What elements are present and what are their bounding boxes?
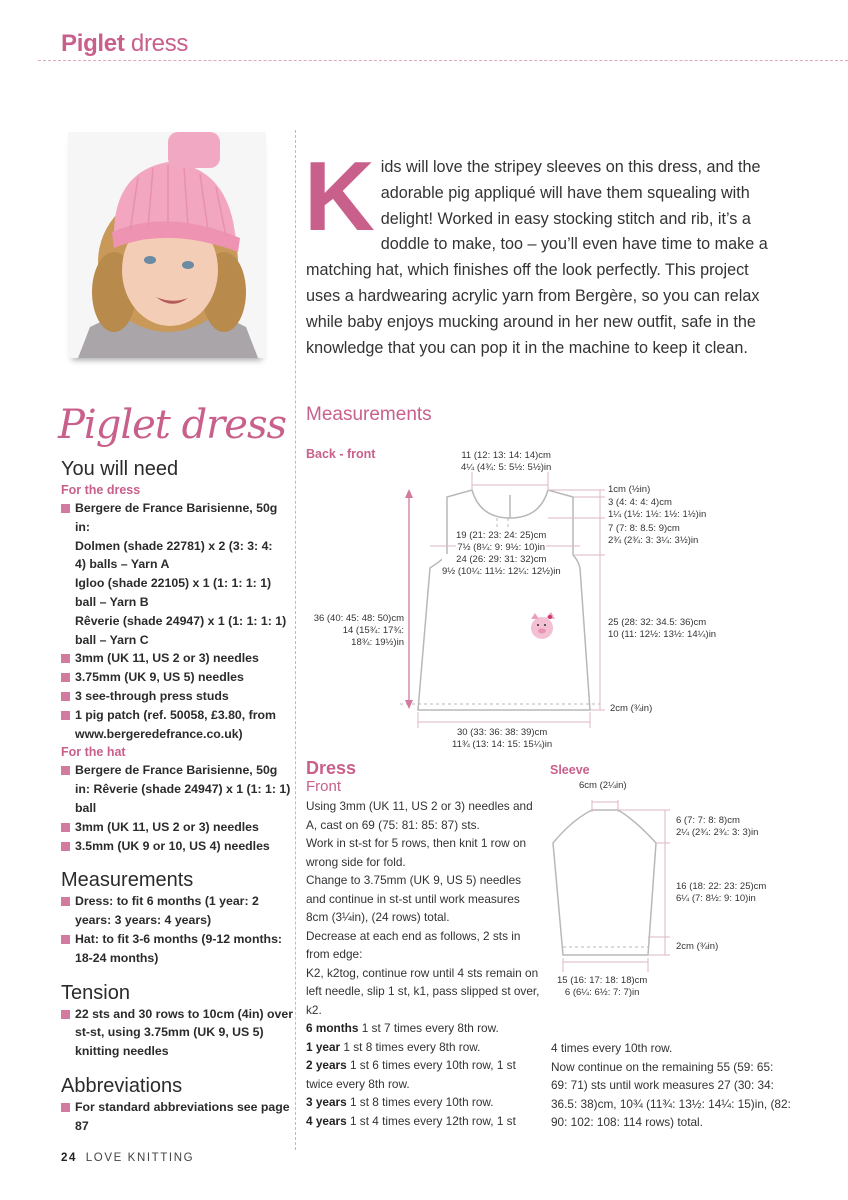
dim-cm: 25 (28: 32: 34.5: 36)cm (608, 617, 707, 628)
yarn-line: Rêverie (shade 24947) x 1 (1: 1: 1: 1) (75, 613, 287, 628)
yarn-line: Igloo (shade 22105) x 1 (1: 1: 1: 1) (75, 576, 272, 591)
length-arrow (405, 489, 413, 709)
script-title: Piglet dress (58, 402, 287, 448)
neck-depth-label (608, 497, 706, 521)
dim-cm: 6cm (2¼in) (579, 780, 627, 791)
size-instruction (306, 1112, 542, 1131)
list-item-text: 3mm (UK 11, US 2 or 3) needles (75, 651, 259, 666)
measurements-diagram-heading: Measurements (306, 404, 432, 425)
sleeve-bottom-width-label (557, 975, 647, 999)
size-label: 6 months (306, 1021, 359, 1035)
front-instructions (306, 797, 542, 1130)
dim-in: 18¾: 19½)in (351, 637, 404, 648)
dim-cm: 30 (33: 36: 38: 39)cm (456, 727, 548, 738)
dim-in: 10 (11: 12½: 13½: 14¼)in (608, 629, 717, 640)
dim-cm: 3 (4: 4: 4: 4)cm (608, 497, 672, 508)
instruction-paragraph: Now continue on the remaining 55 (59: 65: 69: 71) sts until work measures 27 (30: 34: 36.5: 38)cm, 10¾ (11¾: 13½: 14¼: 15)in, (82: 90: 102: 108: 114 rows) total. (551, 1059, 791, 1129)
instruction-paragraph: Work in st-st for 5 rows, then knit 1 row on wrong side for fold. (306, 836, 527, 869)
sleeve-label: Sleeve (550, 763, 590, 777)
instruction-paragraph: 4 times every 10th row. (551, 1041, 673, 1055)
dim-in: 7½ (8¼: 9: 9½: 10)in (457, 542, 545, 553)
list-item-text: 3mm (UK 11, US 2 or 3) needles (75, 819, 259, 834)
side-label (608, 617, 716, 641)
list-item-text: For standard abbreviations see page 87 (75, 1099, 290, 1133)
dim-cm: 7 (7: 8: 8.5: 9)cm (608, 523, 680, 534)
chest-upper-label (456, 530, 546, 554)
size-instruction (306, 1056, 542, 1093)
you-will-need-heading: You will need (61, 458, 179, 480)
size-text: 1 st 8 times every 10th row. (346, 1095, 494, 1109)
for-the-hat-label: For the hat (61, 745, 126, 760)
sleeve-dimension-lines (563, 800, 670, 972)
hem-label (610, 703, 652, 715)
for-the-dress-label: For the dress (61, 483, 141, 497)
dress-dimension-lines (418, 472, 605, 728)
drop-cap: K (304, 141, 375, 251)
size-label: 3 years (306, 1095, 347, 1109)
dim-cm: 36 (40: 45: 48: 50)cm (313, 613, 404, 624)
yarn-line: ball – Yarn B (75, 594, 149, 609)
list-item-text: Hat: to fit 3-6 months (9-12 months: 18-24 months) (75, 931, 282, 965)
intro-text: ids will love the stripey sleeves on this dress, and the adorable pig appliqué will have them squealing with delight! Worked in easy stocking stitch and rib, it’s a doddle to make, too – you’ll even have time to make a matching hat, which finishes off the look perfectly. This project uses a hardwearing acrylic yarn from Bergère, so you can relax while baby enjoys mucking around in her new outfit, safe in the knowledge that you can pop it in the machine to keep it clean. (306, 158, 768, 357)
front-instructions-continued (551, 1039, 791, 1132)
size-label: 2 years (306, 1058, 347, 1072)
arrow-up-icon (405, 489, 413, 498)
list-item-text: Bergere de France Barisienne, 50g in: Rêverie (shade 24947) x 1 (1: 1: 1) ball (75, 763, 291, 815)
size-text: 1 st 7 times every 8th row. (358, 1021, 499, 1035)
front-subheading: Front (306, 778, 342, 795)
list-item-text: 3 see-through press studs (75, 688, 229, 703)
dim-in: 14 (15¾: 17¾: (342, 625, 404, 636)
list-item-text: 3.75mm (UK 9, US 5) needles (75, 670, 244, 685)
page-title-light: dress (130, 30, 189, 57)
neck-width-label (461, 450, 551, 474)
abbreviations-heading: Abbreviations (61, 1074, 183, 1097)
dim-cm: 1cm (½in) (608, 484, 651, 495)
dim-in: 11¾ (13: 14: 15: 15¼)in (452, 739, 553, 750)
dim-cm: 2cm (¾in) (676, 941, 719, 952)
page-title-bold: Piglet (61, 30, 125, 57)
back-front-label: Back - front (306, 447, 376, 461)
instruction-paragraph: Change to 3.75mm (UK 9, US 5) needles and continue in st-st until work measures 8cm (3¼in), (24 rows) total. (306, 873, 522, 924)
armhole-label (608, 523, 698, 547)
sleeve-cap-label (676, 815, 758, 839)
size-instruction (306, 1038, 542, 1057)
yarn-line: 4) balls – Yarn A (75, 557, 170, 572)
sleeve-top-width-label (579, 780, 627, 792)
dim-in: 9½ (10¼: 11½: 12¼: 12½)in (442, 566, 561, 577)
page-footer (61, 1152, 194, 1164)
yarn-line: Bergere de France Barisienne, 50g in: (75, 501, 278, 534)
size-label: 1 year (306, 1039, 341, 1054)
magazine-name: LOVE KNITTING (85, 1152, 195, 1164)
list-item-text: 3.5mm (UK 9 or 10, US 4) needles (75, 838, 270, 853)
length-label (310, 613, 404, 649)
yarn-line: ball – Yarn C (75, 632, 149, 647)
size-text: 1 st 8 times every 8th row. (340, 1039, 481, 1054)
size-label: 4 years (306, 1113, 347, 1128)
instruction-paragraph: Using 3mm (UK 11, US 2 or 3) needles and A, cast on 69 (75: 81: 85: 87) sts. (306, 799, 533, 832)
dress-outline (418, 490, 590, 710)
chest-label (442, 554, 561, 578)
dim-in: 1¼ (1½: 1½: 1½: 1½)in (608, 509, 707, 520)
sleeve-cuff-label (676, 941, 718, 953)
dim-cm: 2cm (¾in) (610, 703, 653, 714)
list-item-text: Dress: to fit 6 months (1 year: 2 years: 3 years: 4 years) (75, 894, 259, 928)
page-number: 24 (61, 1152, 77, 1164)
sleeve-length-label (676, 881, 766, 905)
instruction-paragraph: Decrease at each end as follows, 2 sts in from edge: (306, 928, 521, 961)
tension-heading: Tension (61, 981, 130, 1004)
size-text: 1 st 6 times every 10th row, 1 st twice every 8th row. (306, 1058, 516, 1091)
dim-cm: 19 (21: 23: 24: 25)cm (456, 530, 547, 541)
dim-in: 2¾ (2¾: 3: 3¼: 3½)in (608, 535, 699, 546)
size-instruction (306, 1019, 542, 1038)
sleeve-outline (553, 810, 656, 955)
size-instruction (306, 1093, 542, 1112)
dim-in: 4¼ (4¾: 5: 5½: 5½)in (461, 462, 552, 473)
size-text: 1 st 4 times every 12th row, 1 st (346, 1113, 516, 1128)
list-item-text: 1 pig patch (ref. 50058, £3.80, from www.bergeredefrance.co.uk) (75, 707, 276, 741)
dim-in: 2¼ (2¾: 2¾: 3: 3)in (676, 827, 759, 838)
dim-cm: 16 (18: 22: 23: 25)cm (676, 881, 767, 892)
dim-in: 6¼ (7: 8½: 9: 10)in (676, 893, 756, 904)
dim-in: 6 (6¼: 6½: 7: 7)in (564, 987, 640, 998)
shoulder-drop-label (608, 484, 650, 496)
dress-heading: Dress (306, 758, 357, 778)
dim-cm: 24 (26: 29: 31: 32)cm (456, 554, 547, 565)
dim-cm: 6 (7: 7: 8: 8)cm (676, 815, 740, 826)
pig-patch-icon (531, 612, 555, 639)
measurements-heading: Measurements (61, 869, 194, 892)
bottom-width-label (452, 727, 552, 751)
yarn-line: Dolmen (shade 22781) x 2 (3: 3: 4: (75, 538, 273, 553)
dim-cm: 11 (12: 13: 14: 14)cm (461, 450, 551, 461)
instruction-paragraph: K2, k2tog, continue row until 4 sts remain on left needle, slip 1 st, k1, pass slipped st over, k2. (306, 965, 540, 1017)
list-item-text: 22 sts and 30 rows to 10cm (4in) over st-st, using 3.75mm (UK 9, US 5) knitting needles (75, 1006, 294, 1059)
dim-cm: 15 (16: 17: 18: 18)cm (557, 975, 648, 986)
